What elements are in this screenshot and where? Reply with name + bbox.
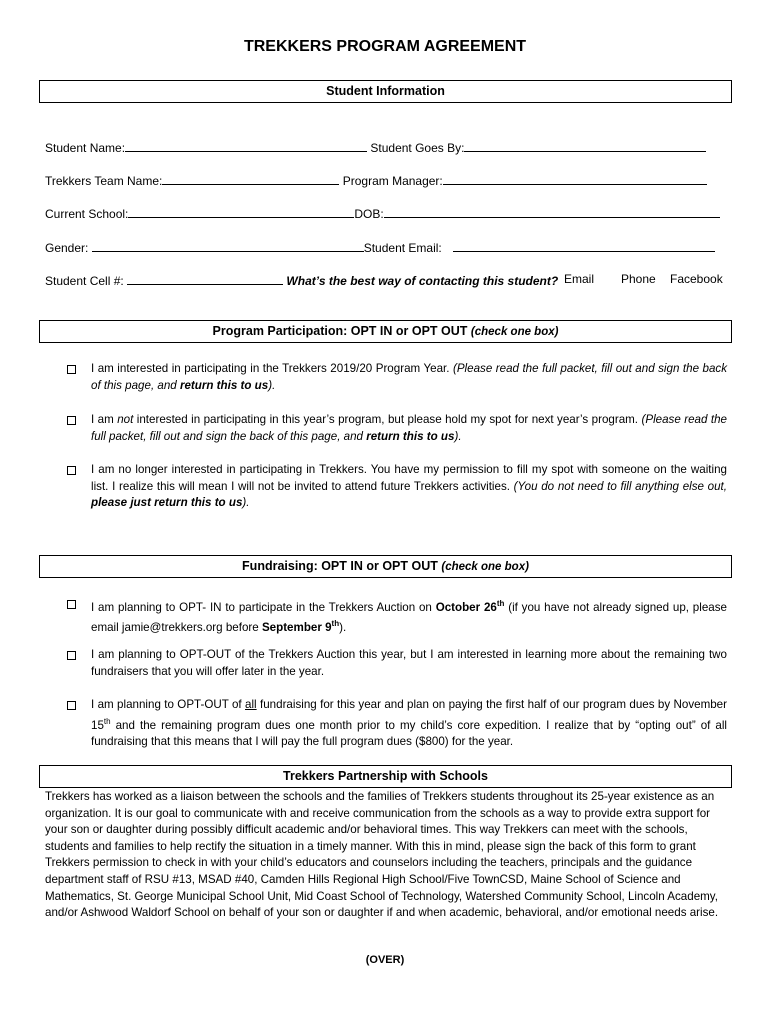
contact-option-phone[interactable]: Phone — [621, 272, 656, 286]
program-opt3-note-end: ). — [242, 496, 250, 509]
over-footer: (OVER) — [365, 954, 405, 966]
gender-field[interactable] — [92, 239, 364, 252]
school-label: Current School: — [45, 207, 129, 221]
fund-opt3-all: all — [245, 698, 257, 711]
fund-opt1-a: I am planning to OPT- IN to participate in the Trekkers Auction on — [91, 600, 436, 614]
all-fundraising-opt-out-checkbox[interactable] — [67, 701, 76, 710]
program-opt1-text: I am interested in participating in the Trekkers 2019/20 Program Year. — [91, 362, 453, 375]
partnership-body: Trekkers has worked as a liaison between the schools and the families of Trekkers students throughout its 25-year existence as an organization. It is our goal to communicate with and receive communication from the schools as a way to provide extra support for your son or daughter during possibly difficult academic and/or behavioral times. This way Trekkers can meet with the schools, students and families to help rectify the situation in a timely manner. With this in mind, please sign the back of this form to grant Trekkers permission to check in with your child’s educators and counselors including the teachers, principals and the guidance department staff of RSU #13, MSAD #40, Camden Hills Regional High School/Five TownCSD, Maine School of Science and Mathematics, St. George Municipal School Unit, Mid Coast School of Technology, Watershed Community School, Lincoln Academy, and/or Ashwood Waldorf School on behalf of your son or daughter if and when academic, behavioral, and/or emotional needs arise. — [45, 790, 719, 920]
program-header-label: Program Participation: OPT IN or OPT OUT — [212, 324, 468, 338]
fund-opt1-c: ). — [339, 621, 347, 635]
program-hold-spot-checkbox[interactable] — [67, 416, 76, 425]
program-manager-label: Program Manager: — [342, 174, 443, 188]
program-opt-out-checkbox[interactable] — [67, 466, 76, 475]
auction-opt-in-checkbox[interactable] — [67, 600, 76, 609]
goes-by-label: Student Goes By: — [370, 141, 465, 155]
cell-label: Student Cell #: — [45, 274, 124, 288]
program-hold-spot-text — [91, 412, 727, 445]
auction-opt-out-checkbox[interactable] — [67, 651, 76, 660]
program-opt-in-checkbox[interactable] — [67, 365, 76, 374]
program-opt2-note-end: ). — [454, 429, 462, 443]
program-opt2-note-bold: return this to us — [366, 429, 455, 443]
program-opt2-note: (Please read the full packet, fill out and sign the back of this page, and — [91, 413, 727, 443]
program-manager-field[interactable] — [443, 172, 707, 185]
page-title: TREKKERS PROGRAM AGREEMENT — [243, 38, 527, 55]
all-fundraising-opt-out-text — [91, 697, 727, 750]
school-row — [45, 205, 720, 221]
auction-date-sup: th — [496, 599, 505, 608]
program-opt1-note-end: ). — [268, 378, 276, 392]
fundraising-header — [39, 555, 732, 578]
fundraising-header-note: (check one box) — [441, 561, 529, 573]
program-opt3-note: (You do not need to fill anything else out, — [513, 479, 728, 493]
fund-opt3-sup: th — [103, 716, 111, 726]
goes-by-field[interactable] — [464, 139, 706, 152]
contact-question: What’s the best way of contacting this student? — [286, 274, 559, 288]
team-row — [45, 172, 707, 188]
fund-opt3-c: and the remaining program dues one month prior to my child’s core expedition. I realize that by “opting out” of all fundraising that this means that I will pay the full program dues ($800) for the year. — [91, 718, 727, 748]
team-name-field[interactable] — [162, 172, 339, 185]
program-opt1-note-bold: return this to us — [179, 378, 269, 392]
dob-field[interactable] — [384, 205, 720, 218]
auction-opt-out-text: I am planning to OPT-OUT of the Trekkers Auction this year, but I am interested in learning more about the remaining two fundraisers that you will offer later in the year. — [91, 648, 727, 678]
cell-row — [45, 272, 558, 288]
program-opt3-text: I am no longer interested in participating in Trekkers. You have my permission to fill my spot with someone on the waiting list. I realize this will mean I will not be invited to attend future Trekkers activities. — [91, 463, 727, 493]
fund-opt1-b: (if you have not already signed up, please email jamie@trekkers.org before — [91, 600, 727, 635]
program-header — [39, 320, 732, 343]
email-field[interactable] — [453, 239, 715, 252]
dob-label: DOB: — [354, 207, 384, 221]
program-opt3-note-bold: please just return this to us — [91, 496, 243, 509]
program-opt2-text: interested in participating in this year’s program, but please hold my spot for next year’s program. — [133, 413, 642, 426]
team-name-label: Trekkers Team Name: — [45, 174, 163, 188]
auction-opt-in-text — [91, 596, 727, 637]
fundraising-header-label: Fundraising: OPT IN or OPT OUT — [242, 559, 438, 573]
program-opt2-em: not — [117, 413, 134, 426]
email-label: Student Email: — [363, 241, 442, 255]
program-opt-in-text — [91, 361, 727, 394]
cell-field[interactable] — [127, 272, 283, 285]
auction-date: October 26 — [435, 600, 497, 614]
student-name-field[interactable] — [125, 139, 367, 152]
program-opt2-pre: I am — [91, 413, 118, 426]
program-opt-out-text — [91, 462, 727, 512]
school-field[interactable] — [128, 205, 354, 218]
program-opt1-note: (Please read the full packet, fill out and sign the back of this page, and — [91, 362, 727, 392]
contact-option-facebook[interactable]: Facebook — [670, 272, 723, 286]
program-header-note: (check one box) — [470, 326, 559, 338]
partnership-header — [39, 765, 732, 788]
partnership-header-label: Trekkers Partnership with Schools — [283, 769, 488, 783]
fund-opt3-a: I am planning to OPT-OUT of — [91, 698, 246, 711]
student-name-label: Student Name: — [45, 141, 126, 155]
signup-deadline: September 9 — [261, 621, 332, 635]
contact-option-email[interactable]: Email — [564, 272, 595, 286]
gender-row — [45, 239, 715, 255]
gender-label: Gender: — [45, 241, 89, 255]
signup-deadline-sup: th — [331, 619, 340, 629]
fund-opt3-b: fundraising for this year and plan on paying the first half of our program dues by November 15 — [91, 698, 727, 732]
student-info-header-label: Student Information — [326, 84, 445, 98]
student-name-row — [45, 139, 706, 155]
student-info-header — [39, 80, 732, 103]
